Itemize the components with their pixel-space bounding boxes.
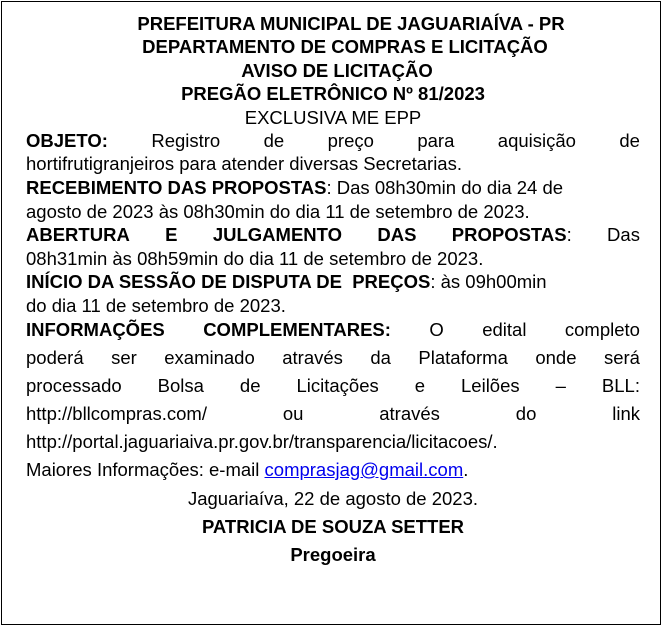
informacoes-word: ser [111,347,137,368]
informacoes-word: O [429,319,444,340]
informacoes-word: e [414,375,426,396]
informacoes-word: Leilões [461,375,520,396]
footer-date: Jaguariaíva, 22 de agosto de 2023. [187,488,479,509]
header-line-2: DEPARTAMENTO DE COMPRAS E LICITAÇÃO [142,36,548,57]
informacoes-word: poderá [26,347,84,368]
footer-role: Pregoeira [290,544,376,565]
informacoes-word: ou [282,403,304,424]
email-link[interactable]: comprasjag@gmail.com [264,459,464,480]
abertura-word: DAS [377,224,417,245]
abertura-word: PROPOSTAS [451,224,567,245]
notice-frame [1,1,661,625]
abertura-line-2: 08h31min às 08h59min do dia 11 de setembro de 2023. [26,248,484,269]
recebimento-label: RECEBIMENTO DAS PROPOSTAS [26,177,327,198]
informacoes-word: examinado [164,347,255,368]
abertura-colon: : [566,224,572,245]
informacoes-line-2 [26,347,640,369]
objeto-word: preço [327,130,374,151]
informacoes-word: processado [26,375,122,396]
objeto-word: aquisição [497,130,576,151]
informacoes-word: link [612,403,640,424]
informacoes-word: completo [564,319,640,340]
objeto-word: de [263,130,285,151]
informacoes-word: onde [535,347,577,368]
informacoes-word: COMPLEMENTARES: [203,319,391,340]
abertura-word: JULGAMENTO [212,224,343,245]
abertura-word: E [165,224,178,245]
informacoes-word: será [603,347,640,368]
header-line-3: AVISO DE LICITAÇÃO [241,60,433,81]
informacoes-word: http://bllcompras.com/ [26,403,207,424]
abertura-word: Das [607,224,640,245]
maiores-prefix: Maiores Informações: e-mail [26,459,265,480]
objeto-line-1 [26,130,640,152]
informacoes-word: – [555,375,566,396]
informacoes-word: BLL: [601,375,640,396]
informacoes-word: edital [482,319,527,340]
informacoes-word: da [370,347,391,368]
recebimento-text: : Das 08h30min do dia 24 de [326,177,564,198]
informacoes-word: do [515,403,537,424]
informacoes-word: INFORMAÇÕES [26,319,165,340]
inicio-text: : às 09h00min [430,271,547,292]
informacoes-word: através [282,347,343,368]
objeto-label: OBJETO: [26,130,108,151]
inicio-label: INÍCIO DA SESSÃO DE DISPUTA DE PREÇOS [26,271,431,292]
informacoes-word: Licitações [296,375,379,396]
informacoes-line-5: http://portal.jaguariaiva.pr.gov.br/transparencia/licitacoes/. [26,431,498,452]
maiores-suffix: . [463,459,469,480]
objeto-line-2: hortifrutigranjeiros para atender diversas Secretarias. [26,153,462,174]
inicio-line-1 [26,271,640,293]
objeto-word: de [619,130,640,151]
objeto-word: para [417,130,455,151]
header-line-5: EXCLUSIVA ME EPP [244,107,422,128]
footer-name: PATRICIA DE SOUZA SETTER [201,516,465,537]
recebimento-line-1 [26,177,640,199]
header-line-4: PREGÃO ELETRÔNICO Nº 81/2023 [181,83,485,104]
maiores-informacoes-line [26,459,640,481]
informacoes-line-3 [26,375,640,397]
informacoes-line-4 [26,403,640,425]
inicio-line-2: do dia 11 de setembro de 2023. [26,295,286,316]
abertura-word: ABERTURA [26,224,130,245]
informacoes-line-1 [26,319,640,341]
header-line-1: PREFEITURA MUNICIPAL DE JAGUARIAÍVA - PR [137,13,565,34]
abertura-line-1 [26,224,640,246]
informacoes-word: Plataforma [418,347,508,368]
informacoes-word: de [239,375,261,396]
informacoes-word: através [379,403,440,424]
objeto-word: Registro [151,130,221,151]
informacoes-word: Bolsa [157,375,204,396]
recebimento-line-2: agosto de 2023 às 08h30min do dia 11 de setembro de 2023. [26,201,530,222]
